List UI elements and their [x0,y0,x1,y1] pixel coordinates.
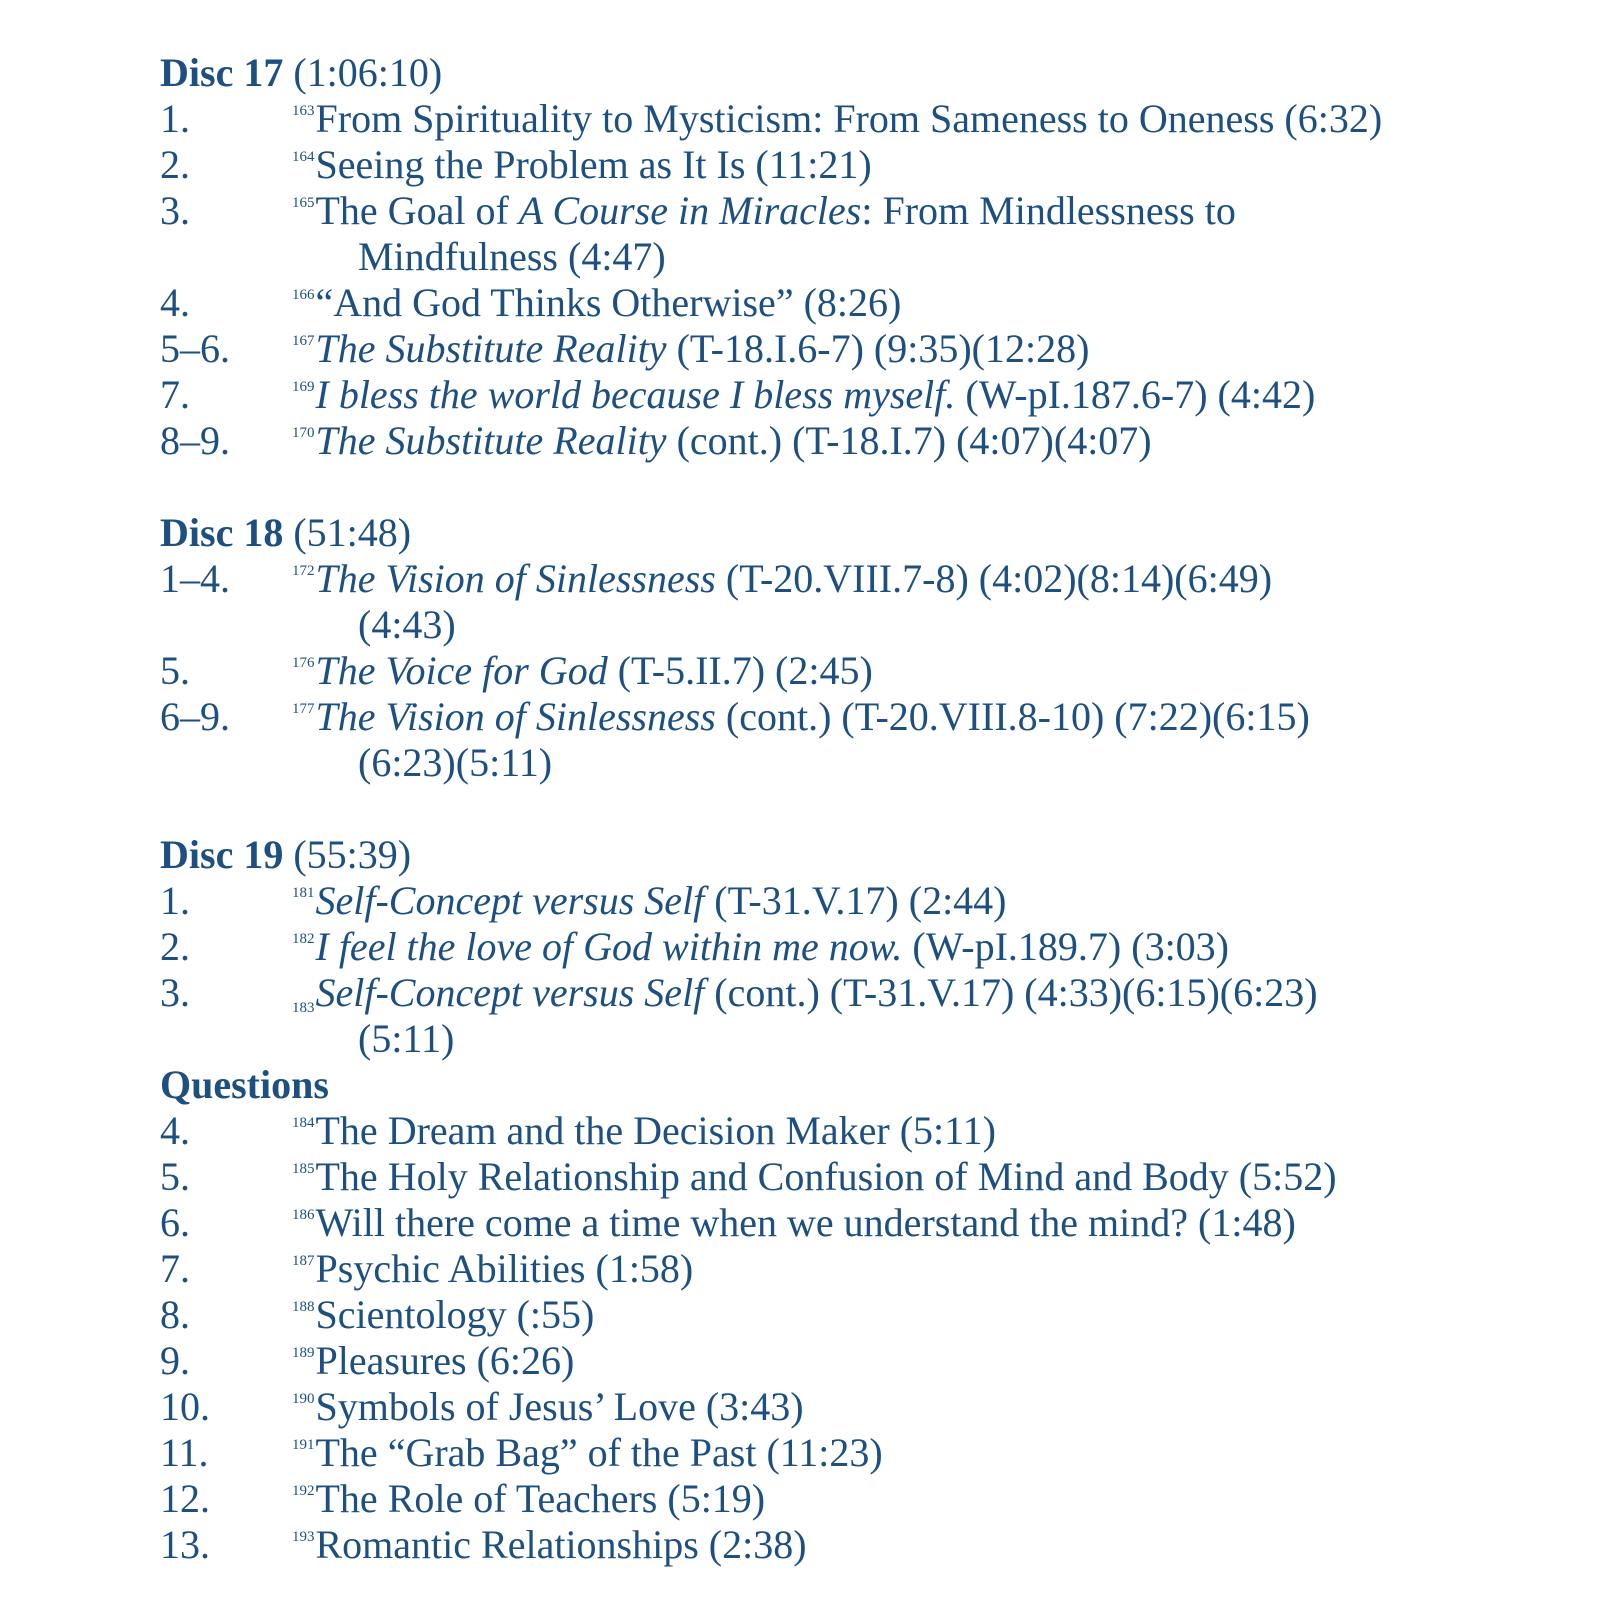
track-row [160,418,1580,464]
reference-number: 185 [292,1161,315,1177]
disc-duration: (51:48) [293,510,412,555]
reference-number: 181 [292,885,315,901]
disc-title: Disc 17 [160,50,284,95]
track-number: 5–6. [160,326,230,371]
title-continuation: (6:23)(5:11) [358,740,553,785]
track-row [160,878,1580,924]
reference-number: 167 [292,333,315,349]
track-title [292,372,1580,418]
track-title [292,1476,1580,1522]
disc-title: Questions [160,1062,329,1107]
track-title [292,142,1580,188]
reference-number: 176 [292,655,315,671]
track-number: 5. [160,648,190,693]
track-title [292,1246,1580,1292]
track-title [292,694,1580,786]
track-title [292,280,1580,326]
track-title [292,188,1580,280]
disc-title: Disc 19 [160,832,284,877]
italic-title-part: Self-Concept versus Self [315,970,705,1015]
track-title [292,418,1580,464]
title-part: (T-31.V.17) (2:44) [704,878,1007,923]
track-number: 4. [160,280,190,325]
track-number: 1. [160,878,190,923]
track-number: 13. [160,1522,210,1567]
track-title [292,556,1580,648]
title-part: (T-20.VIII.7-8) (4:02)(8:14)(6:49) [715,556,1273,601]
track-number: 11. [160,1430,209,1475]
italic-title-part: The Vision of Sinlessness [315,556,716,601]
track-title [292,878,1580,924]
track-number: 1–4. [160,556,230,601]
disc-section [160,50,1580,464]
disc-title: Disc 18 [160,510,284,555]
italic-title-part: I bless the world because I bless myself. [315,372,956,417]
track-title [292,1430,1580,1476]
track-row [160,1200,1580,1246]
reference-number: 182 [292,931,315,947]
italic-title-part: I feel the love of God within me now. [315,924,903,969]
track-number: 10. [160,1384,210,1429]
track-row [160,1246,1580,1292]
section-heading [160,50,1580,96]
italic-title-part: Self-Concept versus Self [315,878,705,923]
reference-number: 177 [292,701,315,717]
reference-number: 191 [292,1437,315,1453]
disc-section [160,1062,1580,1568]
track-number: 5. [160,1154,190,1199]
track-number: 7. [160,1246,190,1291]
reference-number: 186 [292,1207,315,1223]
reference-number: 190 [292,1391,315,1407]
track-row [160,1292,1580,1338]
reference-number: 188 [292,1299,315,1315]
track-title [292,1200,1580,1246]
title-part: “And God Thinks Otherwise” (8:26) [315,280,902,325]
track-row [160,1522,1580,1568]
track-listing [160,50,1580,1614]
title-part: Will there come a time when we understand the mind? (1:48) [315,1200,1296,1245]
title-part: (W-pI.187.6-7) (4:42) [955,372,1316,417]
title-continuation: Mindfulness (4:47) [358,234,666,279]
italic-title-part: A Course in Miracles [518,188,862,233]
track-row [160,326,1580,372]
reference-number: 183 [292,1000,315,1016]
reference-number: 184 [292,1115,315,1131]
title-part: (cont.) (T-18.I.7) (4:07)(4:07) [666,418,1152,463]
track-row [160,1384,1580,1430]
disc-section [160,832,1580,1062]
title-part: The Dream and the Decision Maker (5:11) [315,1108,996,1153]
title-part: Scientology (:55) [315,1292,595,1337]
track-row [160,648,1580,694]
title-part: Romantic Relationships (2:38) [315,1522,807,1567]
reference-number: 164 [292,149,315,165]
section-heading [160,1062,1580,1108]
reference-number: 165 [292,195,315,211]
track-row [160,1154,1580,1200]
title-part: Pleasures (6:26) [315,1338,575,1383]
track-number: 3. [160,188,190,233]
italic-title-part: The Vision of Sinlessness [315,694,716,739]
track-number: 8–9. [160,418,230,463]
title-part: : From Mindlessness to [861,188,1236,233]
track-number: 4. [160,1108,190,1153]
title-continuation: (5:11) [358,1016,455,1061]
title-part: From Spirituality to Mysticism: From Sameness to Oneness (6:32) [315,96,1383,141]
title-part: Psychic Abilities (1:58) [315,1246,694,1291]
title-part: Seeing the Problem as It Is (11:21) [315,142,872,187]
section-heading [160,832,1580,878]
italic-title-part: The Substitute Reality [315,418,667,463]
title-part: The Role of Teachers (5:19) [315,1476,766,1521]
reference-number: 187 [292,1253,315,1269]
disc-duration: (1:06:10) [293,50,443,95]
track-row [160,188,1580,280]
title-part: (cont.) (T-31.V.17) (4:33)(6:15)(6:23) [704,970,1318,1015]
track-row [160,924,1580,970]
track-title [292,1384,1580,1430]
reference-number: 193 [292,1529,315,1545]
title-part: (W-pI.189.7) (3:03) [902,924,1230,969]
title-continuation: (4:43) [358,602,456,647]
track-row [160,96,1580,142]
track-title [292,1338,1580,1384]
track-title [292,1522,1580,1568]
title-part: The “Grab Bag” of the Past (11:23) [315,1430,883,1475]
track-title [292,924,1580,970]
track-title [292,326,1580,372]
track-row [160,556,1580,648]
track-title [292,1154,1580,1200]
track-number: 7. [160,372,190,417]
track-title [292,970,1580,1062]
track-title [292,1108,1580,1154]
track-row [160,1108,1580,1154]
reference-number: 166 [292,287,315,303]
track-number: 2. [160,142,190,187]
track-number: 6–9. [160,694,230,739]
section-heading [160,510,1580,556]
track-row [160,142,1580,188]
track-title [292,1292,1580,1338]
title-part: (T-18.I.6-7) (9:35)(12:28) [666,326,1090,371]
reference-number: 172 [292,563,315,579]
track-title [292,96,1580,142]
disc-duration: (55:39) [293,832,412,877]
track-title [292,648,1580,694]
track-row [160,372,1580,418]
title-part: (T-5.II.7) (2:45) [607,648,873,693]
title-part: (cont.) (T-20.VIII.8-10) (7:22)(6:15) [715,694,1310,739]
track-number: 8. [160,1292,190,1337]
track-row [160,970,1580,1062]
track-number: 2. [160,924,190,969]
track-number: 3. [160,970,190,1015]
track-row [160,1338,1580,1384]
italic-title-part: The Substitute Reality [315,326,667,371]
track-row [160,1430,1580,1476]
disc-section [160,510,1580,786]
reference-number: 189 [292,1345,315,1361]
title-part: Symbols of Jesus’ Love (3:43) [315,1384,804,1429]
track-row [160,694,1580,786]
title-part: The Goal of [315,188,519,233]
track-row [160,1476,1580,1522]
track-number: 6. [160,1200,190,1245]
italic-title-part: The Voice for God [315,648,608,693]
reference-number: 163 [292,103,315,119]
title-part: The Holy Relationship and Confusion of Mind and Body (5:52) [315,1154,1337,1199]
track-row [160,280,1580,326]
track-number: 9. [160,1338,190,1383]
reference-number: 170 [292,425,315,441]
reference-number: 192 [292,1483,315,1499]
track-number: 1. [160,96,190,141]
reference-number: 169 [292,379,315,395]
track-number: 12. [160,1476,210,1521]
